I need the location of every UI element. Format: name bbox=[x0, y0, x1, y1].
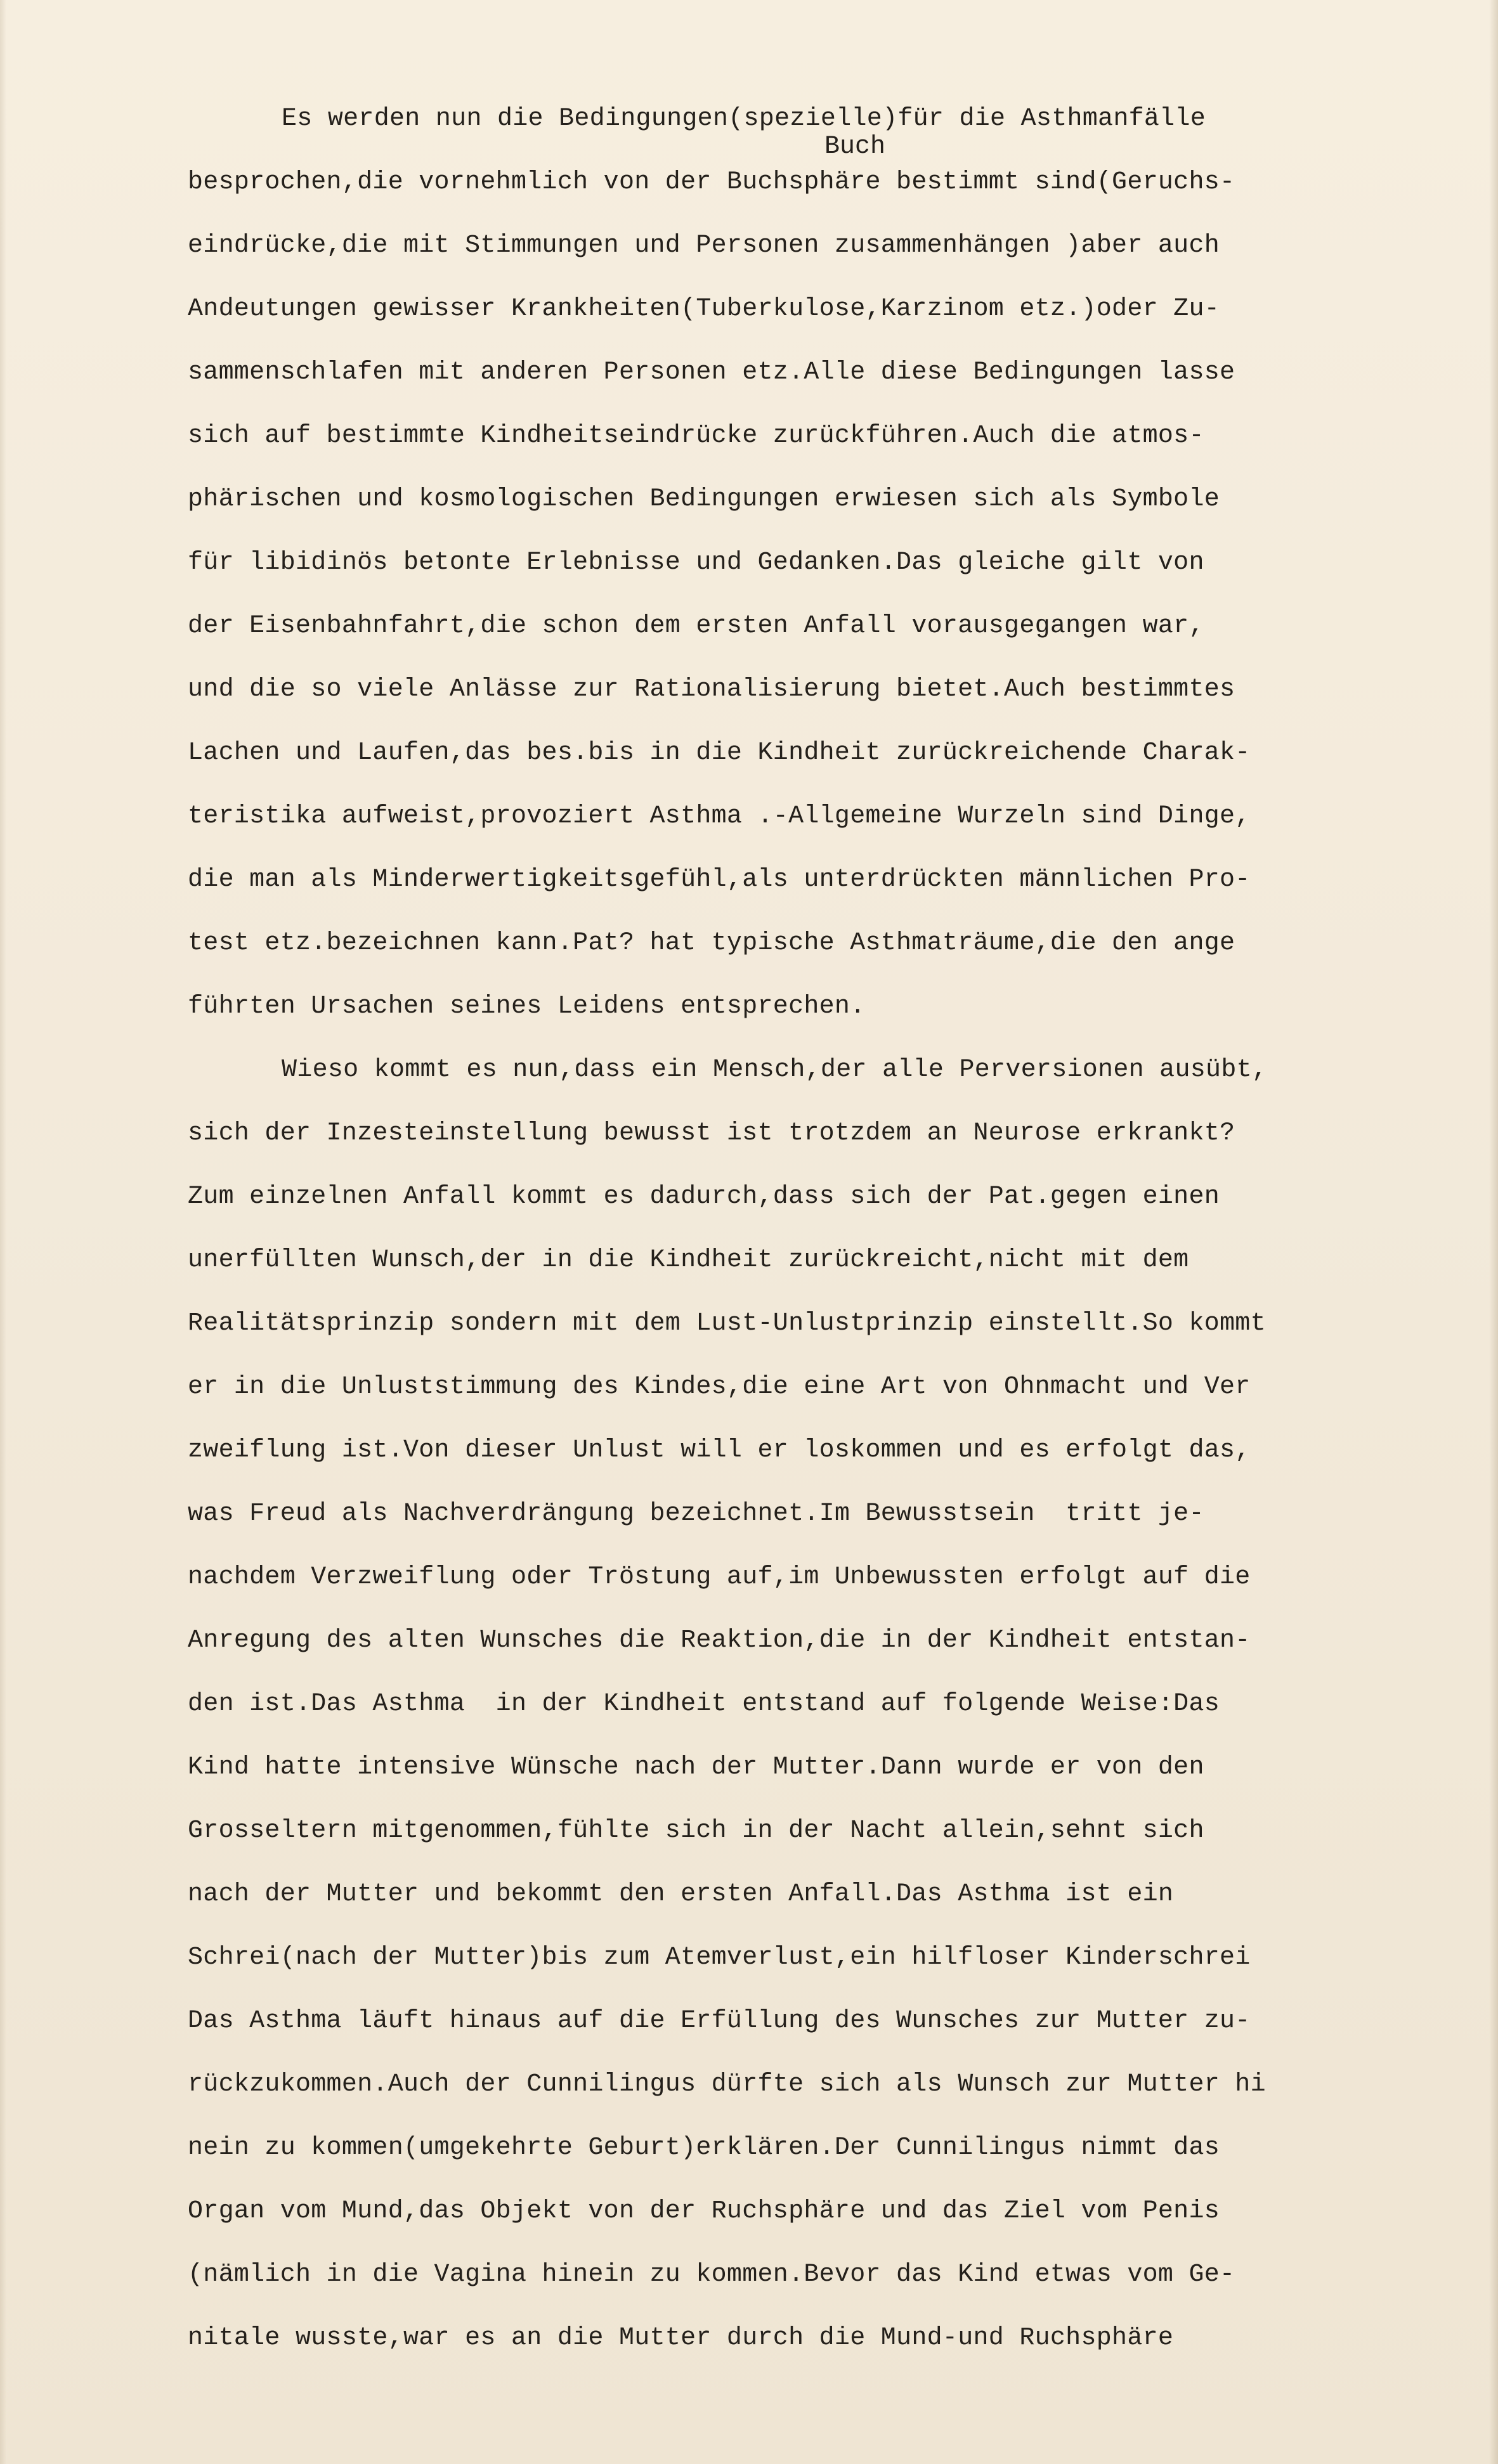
text-line: und die so viele Anlässe zur Rationalisierung bietet.Auch bestimmtes bbox=[188, 675, 1235, 704]
text-line: eindrücke,die mit Stimmungen und Personen zusammenhängen )aber auch bbox=[188, 231, 1220, 260]
text-line: test etz.bezeichnen kann.Pat? hat typische Asthmaträume,die den ange bbox=[188, 929, 1235, 957]
text-line: rückzukommen.Auch der Cunnilingus dürfte sich als Wunsch zur Mutter hi bbox=[188, 2070, 1266, 2099]
paper-edge-left bbox=[0, 0, 6, 2464]
text-line: Andeutungen gewisser Krankheiten(Tuberkulose,Karzinom etz.)oder Zu- bbox=[188, 295, 1220, 323]
text-line: nachdem Verzweiflung oder Tröstung auf,im Unbewussten erfolgt auf die bbox=[188, 1563, 1251, 1592]
text-line: Organ vom Mund,das Objekt von der Ruchsphäre und das Ziel vom Penis bbox=[188, 2197, 1220, 2226]
text-line: sich der Inzesteinstellung bewusst ist trotzdem an Neurose erkrankt? bbox=[188, 1119, 1235, 1148]
interlinear-insertion: Buch bbox=[824, 133, 886, 161]
text-line: den ist.Das Asthma in der Kindheit entstand auf folgende Weise:Das bbox=[188, 1690, 1220, 1718]
text-line: sammenschlafen mit anderen Personen etz.Alle diese Bedingungen lasse bbox=[188, 358, 1235, 387]
text-line: der Eisenbahnfahrt,die schon dem ersten Anfall vorausgegangen war, bbox=[188, 612, 1204, 640]
text-line: Wieso kommt es nun,dass ein Mensch,der alle Perversionen ausübt, bbox=[282, 1056, 1268, 1084]
text-line: er in die Unluststimmung des Kindes,die eine Art von Ohnmacht und Ver bbox=[188, 1373, 1251, 1401]
text-line: phärischen und kosmologischen Bedingungen erwiesen sich als Symbole bbox=[188, 485, 1220, 514]
text-line: Anregung des alten Wunsches die Reaktion,die in der Kindheit entstan- bbox=[188, 1626, 1251, 1655]
text-line: Es werden nun die Bedingungen(spezielle)für die Asthmanfälle bbox=[282, 105, 1206, 133]
text-line: Lachen und Laufen,das bes.bis in die Kindheit zurückreichende Charak- bbox=[188, 739, 1251, 767]
text-line: nitale wusste,war es an die Mutter durch die Mund-und Ruchsphäre bbox=[188, 2324, 1174, 2352]
paper-edge-right bbox=[1489, 0, 1498, 2464]
text-line: Grosseltern mitgenommen,fühlte sich in der Nacht allein,sehnt sich bbox=[188, 1817, 1204, 1845]
text-line: Schrei(nach der Mutter)bis zum Atemverlust,ein hilfloser Kinderschrei bbox=[188, 1943, 1251, 1972]
text-line: zweiflung ist.Von dieser Unlust will er loskommen und es erfolgt das, bbox=[188, 1436, 1251, 1465]
text-line: teristika aufweist,provoziert Asthma .-Allgemeine Wurzeln sind Dinge, bbox=[188, 802, 1251, 831]
text-line: was Freud als Nachverdrängung bezeichnet.Im Bewusstsein tritt je- bbox=[188, 1500, 1204, 1528]
text-line: nein zu kommen(umgekehrte Geburt)erklären.Der Cunnilingus nimmt das bbox=[188, 2134, 1220, 2162]
text-line: nach der Mutter und bekommt den ersten Anfall.Das Asthma ist ein bbox=[188, 1880, 1174, 1909]
text-line: unerfüllten Wunsch,der in die Kindheit zurückreicht,nicht mit dem bbox=[188, 1246, 1189, 1274]
text-line: sich auf bestimmte Kindheitseindrücke zurückführen.Auch die atmos- bbox=[188, 422, 1204, 450]
text-line: (nämlich in die Vagina hinein zu kommen.Bevor das Kind etwas vom Ge- bbox=[188, 2260, 1235, 2289]
text-line: die man als Minderwertigkeitsgefühl,als unterdrückten männlichen Pro- bbox=[188, 866, 1251, 894]
text-line: für libidinös betonte Erlebnisse und Gedanken.Das gleiche gilt von bbox=[188, 548, 1204, 577]
text-line: besprochen,die vornehmlich von der Buchsphäre bestimmt sind(Geruchs- bbox=[188, 168, 1235, 197]
text-line: Das Asthma läuft hinaus auf die Erfüllung des Wunsches zur Mutter zu- bbox=[188, 2007, 1251, 2035]
text-line: Kind hatte intensive Wünsche nach der Mutter.Dann wurde er von den bbox=[188, 1753, 1204, 1782]
text-line: führten Ursachen seines Leidens entsprechen. bbox=[188, 992, 866, 1021]
text-line: Zum einzelnen Anfall kommt es dadurch,dass sich der Pat.gegen einen bbox=[188, 1183, 1220, 1211]
text-line: Realitätsprinzip sondern mit dem Lust-Unlustprinzip einstellt.So kommt bbox=[188, 1309, 1266, 1338]
